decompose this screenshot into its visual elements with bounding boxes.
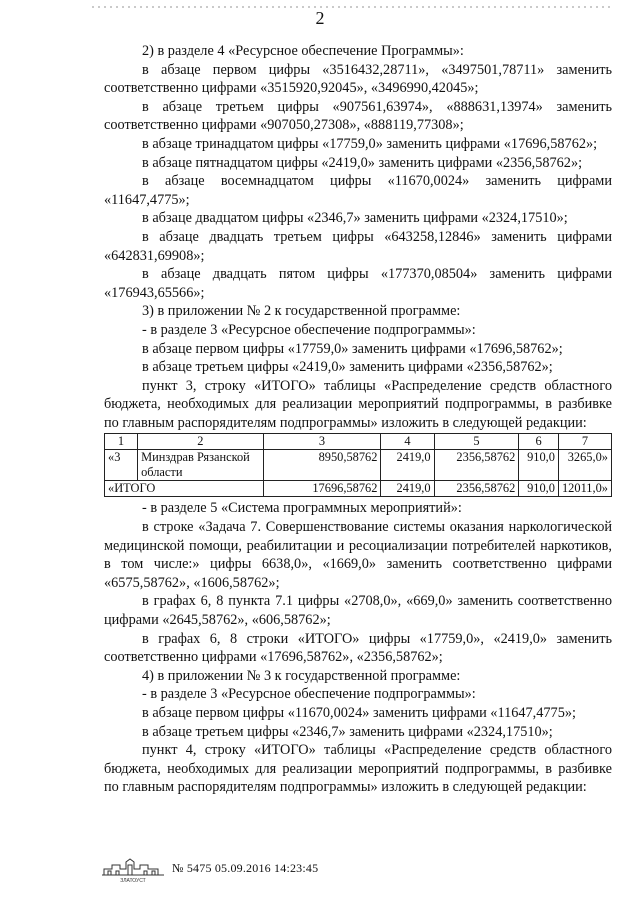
table-cell: 910,0 — [519, 450, 559, 481]
paragraph: в строке «Задача 7. Совершенствование системы оказания наркологической медицинской помощи, реабилитации и ресоциализации потребителей наркотиков, в том числе:» цифры 6638,0», «1669,0» заменить соответственно цифрами «6575,58762», «1606,58762»; — [104, 519, 612, 591]
table-header-cell: 5 — [434, 434, 519, 450]
page-number: 2 — [315, 8, 325, 28]
item-4-heading: 4) в приложении № 3 к государственной программе: — [142, 667, 461, 684]
table-cell: 2356,58762 — [434, 481, 519, 497]
table-cell: 12011,0» — [558, 481, 611, 497]
paragraph: в абзаце первом цифры «11670,0024» заменить цифрами «11647,4775»; — [142, 705, 576, 721]
paragraph: в абзаце двадцать пятом цифры «177370,08504» заменить цифрами «176943,65566»; — [104, 266, 612, 301]
paragraph: в абзаце тринадцатом цифры «17759,0» заменить цифрами «17696,58762»; — [142, 135, 598, 152]
table-cell: Минздрав Рязанской области — [138, 450, 264, 481]
table-header-cell: 7 — [558, 434, 611, 450]
table-header-row — [105, 434, 612, 450]
table-cell: 2419,0 — [381, 481, 434, 497]
paragraph: в абзаце третьем цифры «2346,7» заменить цифрами «2324,17510»; — [142, 723, 553, 740]
item-3-heading: 3) в приложении № 2 к государственной программе: — [142, 303, 461, 320]
table-header-cell: 4 — [381, 434, 434, 450]
registration-footer: № 5475 05.09.2016 14:23:45 — [172, 861, 319, 875]
table-header-cell: 1 — [105, 434, 138, 450]
paragraph: в абзаце восемнадцатом цифры «11670,0024» заменить цифрами «11647,4775»; — [104, 173, 612, 208]
paragraph: в абзаце третьем цифры «2419,0» заменить цифрами «2356,58762»; — [142, 359, 553, 376]
document-body — [104, 42, 612, 797]
table-cell: 910,0 — [519, 481, 559, 497]
paragraph: в графах 6, 8 пункта 7.1 цифры «2708,0», «669,0» заменить соответственно цифрами «2645,58762», «606,58762»; — [104, 593, 612, 629]
table-header-cell: 3 — [263, 434, 381, 450]
section-heading: - в разделе 3 «Ресурсное обеспечение подпрограммы»: — [142, 321, 476, 338]
itogo-table — [104, 433, 612, 497]
paragraph: в абзаце первом цифры «3516432,28711», «3497501,78711» заменить соответственно цифрами «3515920,92045», «3496990,42045»; — [104, 61, 612, 97]
paragraph: в абзаце третьем цифры «907561,63974», «888631,13974» заменить соответственно цифрами «907050,27308», «888119,77308»; — [104, 98, 612, 134]
table-cell: «3 — [105, 450, 138, 481]
paragraph: в абзаце двадцать третьем цифры «643258,12846» заменить цифрами «642831,69908»; — [104, 228, 612, 264]
paragraph: пункт 3, строку «ИТОГО» таблицы «Распределение средств областного бюджета, необходимых для реализации мероприятий подпрограммы, в разбивке по главным распорядителям подпрограммы» изложить в следующей редакции: — [104, 377, 612, 431]
item-2-heading: 2) в разделе 4 «Ресурсное обеспечение Программы»: — [142, 43, 464, 59]
table-header-cell: 6 — [519, 434, 559, 450]
paragraph: в абзаце первом цифры «17759,0» заменить цифрами «17696,58762»; — [142, 340, 563, 357]
stamp-text: ЗЛАТОУСТ — [120, 878, 146, 883]
table-cell: 2356,58762 — [434, 450, 519, 481]
table-cell: «ИТОГО — [105, 481, 264, 497]
paragraph: в графах 6, 8 строки «ИТОГО» цифры «17759,0», «2419,0» заменить соответственно цифрами «17696,58762», «2356,58762»; — [104, 630, 612, 666]
section-heading: - в разделе 3 «Ресурсное обеспечение подпрограммы»: — [142, 686, 476, 703]
paragraph: пункт 4, строку «ИТОГО» таблицы «Распределение средств областного бюджета, необходимых для реализации мероприятий подпрограммы, в разбивке по главным распорядителям подпрограммы» изложить в следующей редакции: — [104, 742, 612, 796]
table-row — [105, 450, 612, 481]
stamp-logo — [100, 857, 168, 883]
table-cell: 3265,0» — [558, 450, 611, 481]
table-cell: 2419,0 — [381, 450, 434, 481]
table-cell: 8950,58762 — [263, 450, 381, 481]
paragraph: в абзаце пятнадцатом цифры «2419,0» заменить цифрами «2356,58762»; — [142, 154, 583, 171]
table-header-cell: 2 — [138, 434, 264, 450]
table-cell: 17696,58762 — [263, 481, 381, 497]
table-row-total — [105, 481, 612, 497]
section-heading: - в разделе 5 «Система программных мероприятий»: — [142, 500, 462, 517]
paragraph: в абзаце двадцатом цифры «2346,7» заменить цифрами «2324,17510»; — [142, 210, 568, 227]
